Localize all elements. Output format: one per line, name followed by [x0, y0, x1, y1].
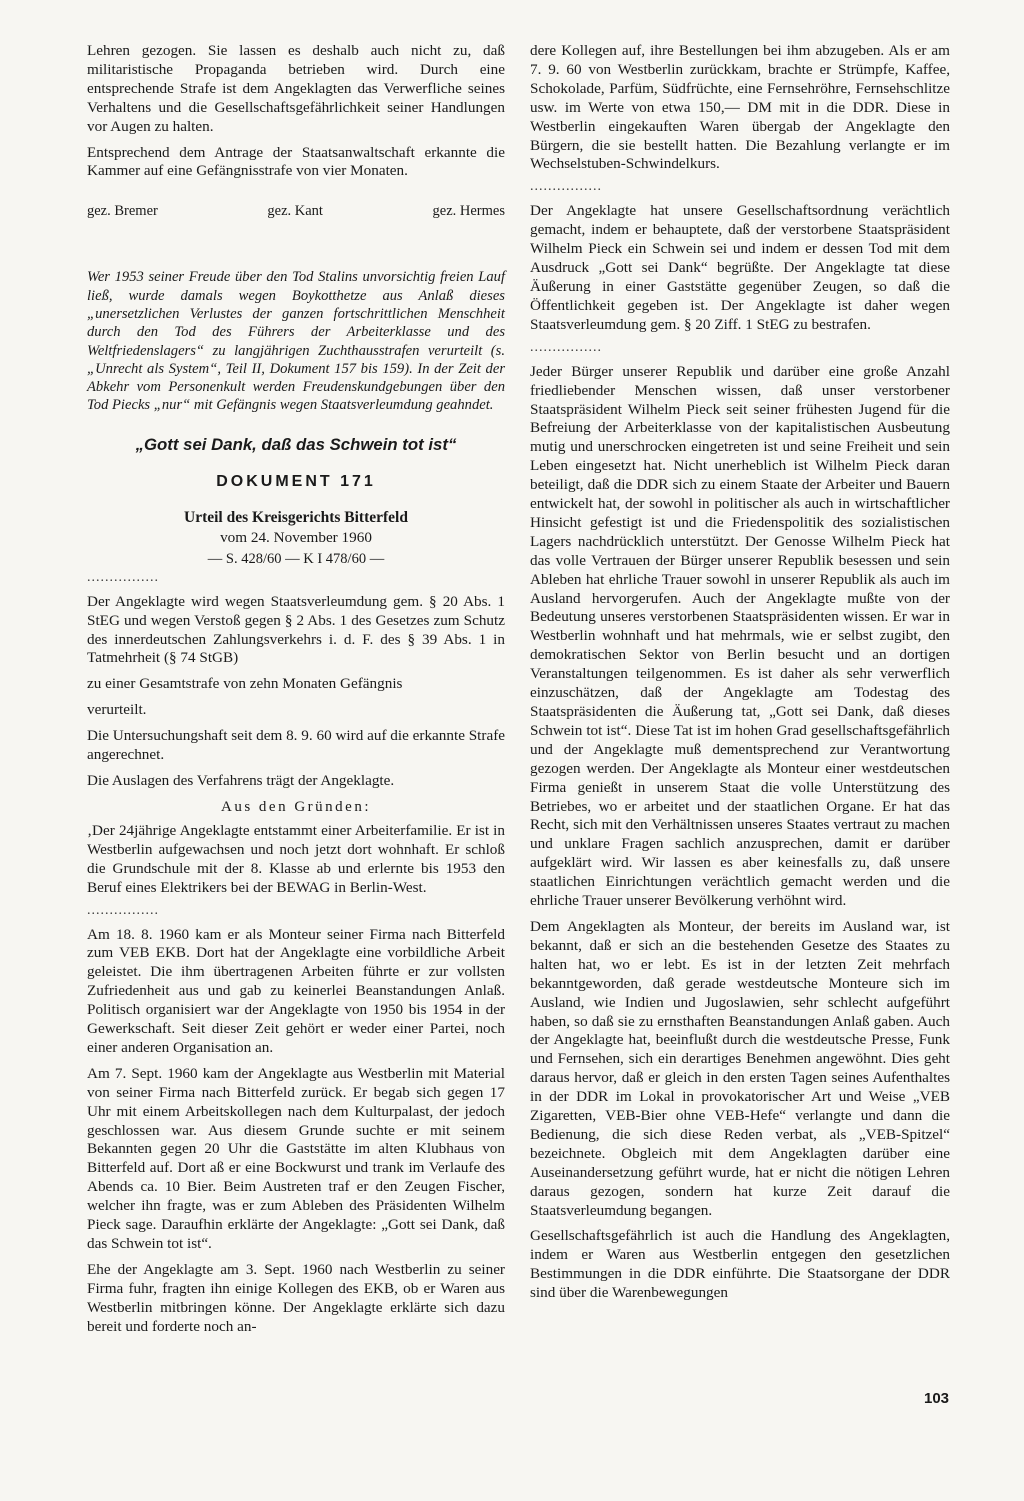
court-title: Urteil des Kreisgerichts Bitterfeld: [184, 508, 408, 526]
paragraph: Ehe der Angeklagte am 3. Sept. 1960 nach Westberlin zu seiner Firma fuhr, fragten ihn einige Kollegen des EKB, ob er Waren aus Westberlin mitbringen könne. Der Angeklagte erklärte sich dazu bereit und forderte noch an-: [87, 1260, 505, 1335]
paragraph: Lehren gezogen. Sie lassen es deshalb auch nicht zu, daß militaristische Propaganda betrieben wird. Durch eine entsprechende Strafe ist dem Angeklagten das Verwerfliche seines Verhaltens und die Gesellschaftsgefährlichkeit seiner Handlungen vor Augen zu halten.: [87, 42, 505, 135]
paragraph: Am 7. Sept. 1960 kam der Angeklagte aus Westberlin mit Material von seiner Firma nach Bitterfeld zurück. Er begab sich gegen 17 Uhr mit einem Arbeitskollegen nach dem Kulturpalast, der jedoch geschlossen war. Aus diesem Grunde suchte er mit seinem Bekannten gegen 20 Uhr die Gaststätte im alten Klubhaus von Bitterfeld auf. Dort aß er eine Bockwurst und trank im Verlaufe des Abends ca. 10 Bier. Beim Austreten traf er den Zeugen Fischer, welcher ihn fragte, was er zum Ableben des Präsidenten Wilhelm Pieck sage. Daraufhin erklärte der Angeklagte: „Gott sei Dank, daß das Schwein tot ist“.: [87, 1064, 505, 1252]
left-column: [87, 42, 505, 1344]
verdict-text: Die Untersuchungshaft seit dem 8. 9. 60 wird auf die erkannte Strafe angerechnet.: [87, 727, 505, 764]
judgment-date: vom 24. November 1960: [220, 528, 372, 546]
verdict-text: verurteilt.: [87, 701, 147, 719]
paragraph: dere Kollegen auf, ihre Bestellungen bei ihm abzugeben. Als er am 7. 9. 60 von Westberlin zurückkam, brachte er Strümpfe, Kaffee, Schokolade, Parfüm, Südfrüchte, eine Fernsehröhre, Fernsehschlitze usw. im Werte von etwa 150,— DM mit in die DDR. Diese in Westberlin eingekauften Waren übergab der Angeklagte den Bürgern, die sie bestellt hatten. Die Bezahlung verlangte er im Wechselstuben-Schwindelkurs.: [530, 42, 950, 173]
paragraph: Dem Angeklagten als Monteur, der bereits im Ausland war, ist bekannt, daß er sich an die bestehenden Gesetze des Staates zu halten hat, wo er lebt. Es ist in der letzten Zeit mehrfach bekanntgeworden, daß gerade westdeutsche Monteure sich im Ausland, wie Indien und Jugoslawien, sehr schlecht aufgeführt haben, so daß sie zu ernsthaften Beanstandungen Anlaß gaben. Auch der Angeklagte hat, beeinflußt durch die westdeutsche Presse, Funk und Fernsehen, sich ein derartiges Benehmen angewöhnt. Dies geht daraus hervor, daß er gleich in den ersten Tagen seines Aufenthaltes in der DDR im Lokal in provokatorischer Art und Weise „VEB Zigaretten, VEB-Bier ohne VEB-Hefe“ verlangte und dann die Bedienung, die sich diese Reden verbat, als „VEB-Spitzel“ bezeichnete. Obgleich mit dem Angeklagten darüber eine Auseinandersetzung geführt wurde, hat er nicht die nötigen Lehren daraus gezogen, sondern hat kurze Zeit darauf die Staatsverleumdung begangen.: [530, 917, 950, 1219]
signatures: [87, 203, 505, 220]
ellipsis-line: ................: [87, 902, 159, 918]
document-number: DOKUMENT 171: [216, 472, 376, 490]
signature-kant: gez. Kant: [267, 203, 323, 220]
editorial-intro: Wer 1953 seiner Freude über den Tod Stalins unvorsichtig freien Lauf ließ, wurde damals wegen Boykotthetze aus Anlaß dieses „unersetzlichen Verlustes der ganzen fortschrittlichen Menschheit durch den Tod des Führers der Arbeiterklasse und des Weltfriedenslagers“ zu langjährigen Zuchthausstrafen verurteilt (s. „Unrecht als System“, Teil II, Dokument 157 bis 159). In der Zeit der Abkehr vom Personenkult werden Freudenskundgebungen über den Tod Piecks „nur“ mit Gefängnis wegen Staatsverleumdung geahndet.: [87, 269, 505, 414]
right-column: [530, 42, 950, 1310]
paragraph: Jeder Bürger unserer Republik und darüber eine große Anzahl friedliebender Menschen wissen, daß unser verstorbener Staatspräsident Wilhelm Pieck seit seiner frühesten Jugend für die Befreiung der Arbeiterklasse von der kapitalistischen Ausbeutung mutig und unerschrocken eingetreten ist und seine Freiheit und sein Leben eingesetzt hat. Nicht unerheblich ist Wilhelm Pieck daran beteiligt, daß die DDR sich zu einem Staate der Arbeiter und Bauern entwickelt hat, der sowohl in politischer als auch in wirtschaftlicher Hinsicht gefestigt ist und die Friedenspolitik des sozialistischen Lagers nachdrücklich unterstützt. Der Genosse Wilhelm Pieck hat das volle Vertrauen der Bürger unserer Republik besessen und sein Ableben hat ehrliche Trauer sowohl in unserer Republik als auch im Ausland hervorgerufen. Auch der Angeklagte mußte von der Bedeutung unseres verstorbenen Staatspräsidenten wissen. Er war in Westberlin wohnhaft und hat mehrmals, wie er selbst zugibt, den demokratischen Sektor von Berlin besucht und an dortigen Veranstaltungen teilgenommen. Es ist daher als sehr verwerflich einzuschätzen, daß der Angeklagte am Todestag des Staatspräsidenten die Äußerung tat, „Gott sei Dank, daß dieses Schwein tot ist“. Diese Tat ist im hohen Grad gesellschaftsgefährlich und der Angeklagte muß dementsprechend zur Verantwortung gezogen werden. Der Angeklagte als Monteur einer westdeutschen Firma genießt in unserem Staat die volle Unterstützung des Betriebes, wo er arbeitet und der staatlichen Organe. Er hat das Recht, sich mit den Verhältnissen unseres Staates vertraut zu machen und unklare Fragen sachlich anzusprechen, damit er darüber aufgeklärt wird. Wir lassen es aber keinesfalls zu, daß unsere staatlichen Einrichtungen verächtlich gemacht werden und die ehrliche Trauer unserer Bevölkerung verhöhnt wird.: [530, 362, 950, 910]
signature-bremer: gez. Bremer: [87, 203, 158, 220]
document-headline: „Gott sei Dank, daß das Schwein tot ist“: [135, 434, 457, 454]
verdict-text: Der Angeklagte wird wegen Staatsverleumdung gem. § 20 Abs. 1 StEG und wegen Verstoß gegen § 2 Abs. 1 des Gesetzes zum Schutz des innerdeutschen Zahlungsverkehrs i. d. F. des § 39 Abs. 1 in Tatmehrheit (§ 74 StGB): [87, 592, 505, 667]
ellipsis-line: ................: [530, 179, 602, 195]
case-number: — S. 428/60 — K I 478/60 —: [207, 550, 385, 567]
verdict-text: Die Auslagen des Verfahrens trägt der Angeklagte.: [87, 771, 395, 789]
paragraph: Am 18. 8. 1960 kam er als Monteur seiner Firma nach Bitterfeld zum VEB EKB. Dort hat der Angeklagte eine vorbildliche Arbeit geleistet. Die ihm übertragenen Arbeiten führte er zur vollsten Zufriedenheit aus und gab zu keinerlei Beanstandungen Anlaß. Politisch organisiert war der Angeklagte von 1950 bis 1954 in der Gewerkschaft. Seit dieser Zeit gehört er weder einer Partei, noch einer anderen Organisation an.: [87, 925, 505, 1056]
page-number: 103: [924, 1390, 950, 1407]
paragraph: Der Angeklagte hat unsere Gesellschaftsordnung verächtlich gemacht, indem er behauptete, daß der verstorbene Staatspräsident Wilhelm Pieck ein Schwein sei und indem er dessen Tod mit dem Ausdruck „Gott sei Dank“ begrüßte. Der Angeklagte tat diese Äußerung in einer Gaststätte gegenüber Zeugen, so daß die Öffentlichkeit gegeben ist. Der Angeklagte ist daher wegen Staatsverleumdung gem. § 20 Ziff. 1 StEG zu bestrafen.: [530, 202, 950, 333]
signature-hermes: gez. Hermes: [432, 203, 505, 220]
ellipsis-line: ................: [87, 569, 159, 585]
section-heading: Aus den Gründen:: [221, 798, 371, 815]
paragraph: Gesellschaftsgefährlich ist auch die Handlung des Angeklagten, indem er Waren aus Westberlin entgegen den gesetzlichen Bestimmungen in die DDR einführte. Die Staatsorgane der DDR sind über die Warenbewegungen: [530, 1227, 950, 1302]
ellipsis-line: ................: [530, 339, 602, 355]
verdict-text: zu einer Gesamtstrafe von zehn Monaten Gefängnis: [87, 675, 403, 693]
paragraph: ‚Der 24jährige Angeklagte entstammt einer Arbeiterfamilie. Er ist in Westberlin aufgewachsen und noch jetzt dort wohnhaft. Er schloß die Grundschule mit der 8. Klasse ab und erlernte bis 1953 den Beruf eines Elektrikers bei der BEWAG in Berlin-West.: [87, 821, 505, 896]
paragraph: Entsprechend dem Antrage der Staatsanwaltschaft erkannte die Kammer auf eine Gefängnisstrafe von vier Monaten.: [87, 143, 505, 180]
